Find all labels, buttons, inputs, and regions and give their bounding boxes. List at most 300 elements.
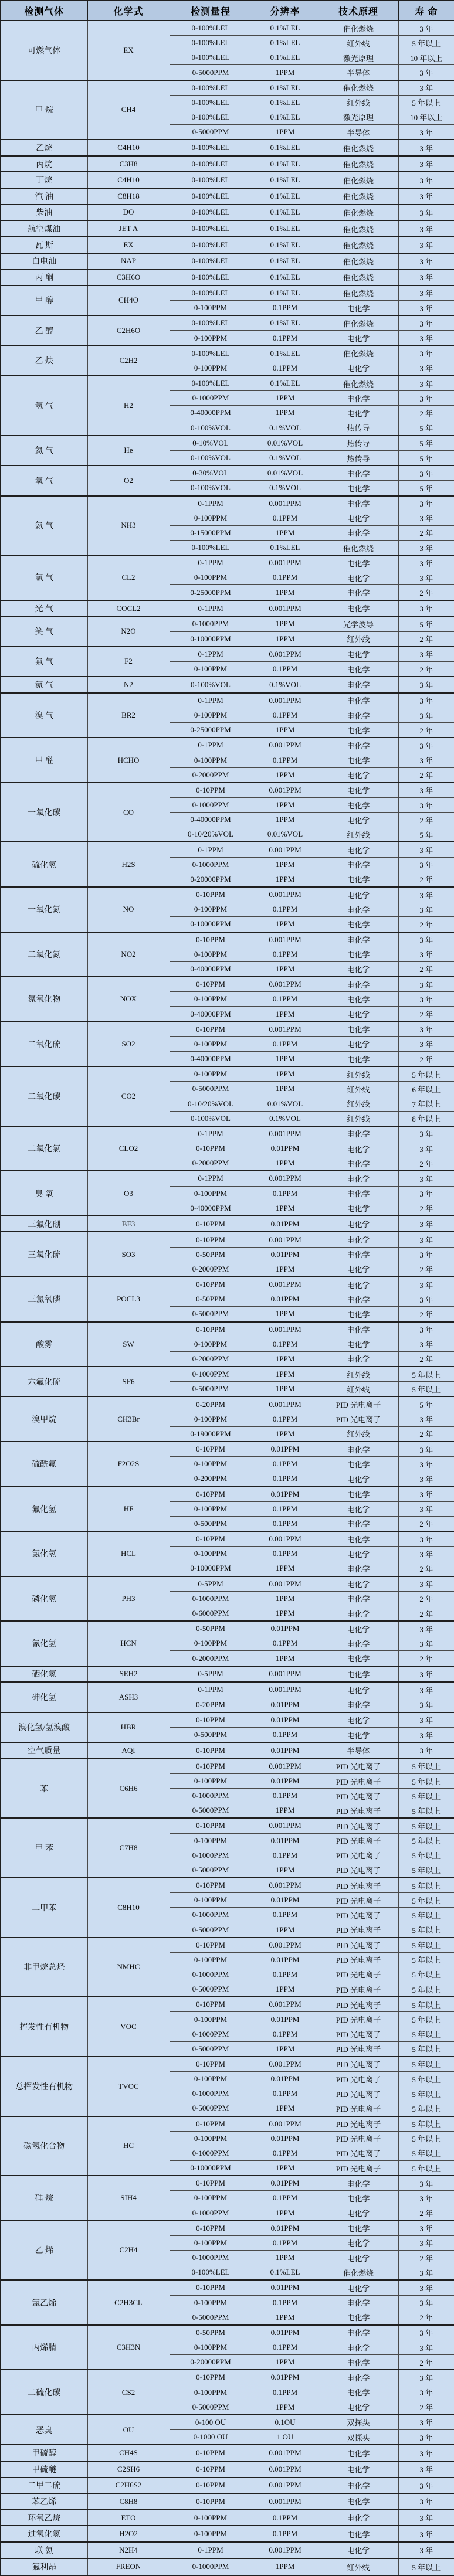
principle-cell: 电化学 [319,2526,398,2542]
table-row [1,1818,454,1833]
resolution-cell: 0.01PPM [252,2280,319,2295]
principle-cell: PID 光电离子 [319,1952,398,1967]
table-row [1,677,454,693]
principle-cell: 电化学 [319,600,398,617]
formula-cell: NO2 [87,932,170,977]
table-row [1,2370,454,2385]
gas-name-cell: 氢 气 [1,376,87,436]
resolution-cell: 1PPM [252,1863,319,1878]
range-cell: 0-1PPM [170,2542,252,2558]
range-cell: 0-1000PPM [170,2146,252,2160]
gas-name-cell: 空气质量 [1,1742,87,1759]
lifespan-cell: 3 年 [398,21,454,36]
lifespan-cell: 3 年 [398,315,454,331]
resolution-cell: 0.1PPM [252,1727,319,1742]
principle-cell: 红外线 [319,631,398,647]
table-row [1,286,454,301]
resolution-cell: 0.1%LEL [252,253,319,270]
formula-cell: F2 [87,647,170,677]
principle-cell: 电化学 [319,947,398,961]
table-row [1,253,454,270]
gas-name-cell: 乙 炔 [1,346,87,376]
table-row [1,1938,454,1953]
range-cell: 0-1000PPM [170,2558,252,2575]
resolution-cell: 0.1PPM [252,331,319,346]
range-cell: 0-40000PPM [170,1201,252,1216]
principle-cell: 电化学 [319,1126,398,1141]
lifespan-cell: 5 年以上 [398,36,454,50]
principle-cell: 电化学 [319,1651,398,1666]
table-row [1,1997,454,2012]
resolution-cell: 0.1%VOL [252,1111,319,1126]
resolution-cell: 1PPM [252,2205,319,2221]
resolution-cell: 0.1PPM [252,1636,319,1651]
lifespan-cell: 3 年 [398,465,454,481]
principle-cell: 电化学 [319,1547,398,1561]
lifespan-cell: 3 年 [398,540,454,555]
principle-cell: 电化学 [319,902,398,917]
range-cell: 0-100PPM [170,1412,252,1426]
resolution-cell: 1PPM [252,1007,319,1022]
gas-name-cell: 氰化氢 [1,1621,87,1666]
principle-cell: 红外线 [319,827,398,842]
gas-name-cell: 氦 气 [1,436,87,465]
range-cell: 0-5000PPM [170,2310,252,2325]
formula-cell: EX [87,237,170,253]
range-cell: 0-1000PPM [170,391,252,406]
range-cell: 0-100%LEL [170,253,252,270]
gas-name-cell: 挥发性有机物 [1,1997,87,2057]
table-row [1,2461,454,2478]
resolution-cell: 0.1PPM [252,1036,319,1051]
gas-name-cell: 总挥发性有机物 [1,2057,87,2116]
principle-cell: 红外线 [319,1066,398,1082]
lifespan-cell: 5 年以上 [398,1789,454,1803]
principle-cell: 热传导 [319,420,398,436]
range-cell: 0-100PPM [170,1773,252,1788]
gas-name-cell: 苯 [1,1759,87,1819]
resolution-cell: 0.001PPM [252,1171,319,1186]
formula-cell: C8H10 [87,1878,170,1938]
lifespan-cell: 3 年 [398,1621,454,1636]
range-cell: 0-1000PPM [170,798,252,813]
resolution-cell: 0.001PPM [252,693,319,708]
resolution-cell: 0.1PPM [252,992,319,1007]
range-cell: 0-2000PPM [170,1156,252,1171]
principle-cell: 激光原理 [319,110,398,124]
gas-name-cell: 过氧化氢 [1,2526,87,2542]
resolution-cell: 0.1%LEL [252,50,319,65]
principle-cell: 电化学 [319,1007,398,1022]
formula-cell: HF [87,1487,170,1532]
gas-name-cell: 氯乙烯 [1,2280,87,2325]
resolution-cell: 0.1PPM [252,1516,319,1531]
table-row [1,2325,454,2340]
principle-cell: 红外线 [319,1082,398,1096]
principle-cell: 催化燃烧 [319,80,398,96]
lifespan-cell: 3 年 [398,376,454,391]
gas-name-cell: 三氯氧磷 [1,1277,87,1322]
range-cell: 0-10PPM [170,2116,252,2132]
lifespan-cell: 2 年 [398,661,454,677]
lifespan-cell: 2 年 [398,1651,454,1666]
gas-name-cell: 甲 苯 [1,1818,87,1878]
range-cell: 0-40000PPM [170,1051,252,1066]
principle-cell: 电化学 [319,2176,398,2191]
range-cell: 0-10PPM [170,1818,252,1833]
table-row [1,738,454,753]
principle-cell: 催化燃烧 [319,253,398,270]
formula-cell: SW [87,1322,170,1367]
principle-cell: 电化学 [319,1337,398,1351]
lifespan-cell: 3 年 [398,902,454,917]
principle-cell: 电化学 [319,1307,398,1322]
resolution-cell: 0.1PPM [252,902,319,917]
principle-cell: 催化燃烧 [319,346,398,361]
range-cell: 0-1PPM [170,496,252,511]
range-cell: 0-100PPM [170,1547,252,1561]
table-row [1,2221,454,2236]
table-row [1,555,454,570]
formula-cell: CH4S [87,2445,170,2461]
lifespan-cell: 2 年 [398,631,454,647]
resolution-cell: 0.01PPM [252,1487,319,1502]
gas-name-cell: 柴油 [1,205,87,221]
formula-cell: F2O2S [87,1442,170,1487]
gas-name-cell: 三氟化硼 [1,1216,87,1232]
resolution-cell: 0.001PPM [252,1126,319,1141]
lifespan-cell: 10 年以上 [398,110,454,124]
lifespan-cell: 3 年 [398,2542,454,2558]
resolution-cell: 0.1PPM [252,753,319,767]
lifespan-cell: 2 年 [398,813,454,827]
range-cell: 0-100%LEL [170,80,252,96]
table-row [1,977,454,992]
table-row [1,156,454,172]
principle-cell: 红外线 [319,1111,398,1126]
resolution-cell: 0.1%LEL [252,315,319,331]
range-cell: 0-100%LEL [170,237,252,253]
range-cell: 0-100%LEL [170,21,252,36]
resolution-cell: 0.1%VOL [252,677,319,693]
gas-name-cell: 乙 醇 [1,315,87,345]
resolution-cell: 0.1PPM [252,708,319,723]
resolution-cell: 1PPM [252,1351,319,1367]
lifespan-cell: 3 年 [398,857,454,872]
formula-cell: HCHO [87,738,170,783]
lifespan-cell: 5 年以上 [398,1967,454,1982]
column-header-principle: 技术原理 [319,1,398,21]
resolution-cell: 0.1PPM [252,2191,319,2205]
range-cell: 0-100PPM [170,2235,252,2250]
range-cell: 0-2000PPM [170,767,252,783]
range-cell: 0-100%LEL [170,188,252,205]
principle-cell: PID 光电离子 [319,1967,398,1982]
lifespan-cell: 3 年 [398,140,454,156]
principle-cell: 电化学 [319,1591,398,1606]
resolution-cell: 0.001PPM [252,1682,319,1697]
principle-cell: 电化学 [319,932,398,947]
resolution-cell: 0.001PPM [252,1576,319,1592]
principle-cell: 电化学 [319,1501,398,1516]
column-header-lifespan: 寿 命 [398,1,454,21]
gas-name-cell: 氯 气 [1,555,87,600]
resolution-cell: 1PPM [252,767,319,783]
lifespan-cell: 5 年以上 [398,2146,454,2160]
range-cell: 0-1PPM [170,842,252,857]
principle-cell: 电化学 [319,1201,398,1216]
resolution-cell: 0.1PPM [252,1789,319,1803]
principle-cell: 红外线 [319,1426,398,1442]
principle-cell: 电化学 [319,2542,398,2558]
gas-name-cell: 氟利昂 [1,2558,87,2575]
range-cell: 0-5000PPM [170,125,252,140]
principle-cell: 电化学 [319,872,398,887]
resolution-cell: 0.1PPM [252,2086,319,2101]
principle-cell: 催化燃烧 [319,376,398,391]
formula-cell: AQI [87,1742,170,1759]
gas-name-cell: 臭 氧 [1,1171,87,1216]
principle-cell: 电化学 [319,391,398,406]
table-row [1,80,454,96]
resolution-cell: 0.1%LEL [252,346,319,361]
lifespan-cell: 5 年以上 [398,2027,454,2041]
range-cell: 0-5000PPM [170,2400,252,2415]
lifespan-cell: 3 年 [398,555,454,570]
resolution-cell: 0.001PPM [252,1878,319,1893]
formula-cell: SF6 [87,1367,170,1396]
resolution-cell: 0.001PPM [252,977,319,992]
range-cell: 0-10PPM [170,1232,252,1247]
lifespan-cell: 3 年 [398,1232,454,1247]
resolution-cell: 1PPM [252,2160,319,2176]
lifespan-cell: 3 年 [398,1666,454,1683]
lifespan-cell: 3 年 [398,2493,454,2510]
principle-cell: 催化燃烧 [319,540,398,555]
lifespan-cell: 3 年 [398,887,454,902]
range-cell: 0-100%LEL [170,269,252,286]
resolution-cell: 0.1PPM [252,1471,319,1487]
lifespan-cell: 5 年 [398,827,454,842]
lifespan-cell: 3 年 [398,1022,454,1037]
principle-cell: 电化学 [319,661,398,677]
resolution-cell: 0.01PPM [252,2012,319,2027]
principle-cell: 半导体 [319,125,398,140]
resolution-cell: 0.01%VOL [252,465,319,481]
resolution-cell: 1PPM [252,872,319,887]
gas-name-cell: 笑 气 [1,616,87,646]
principle-cell: 电化学 [319,2340,398,2355]
lifespan-cell: 3 年 [398,1277,454,1292]
lifespan-cell: 3 年 [398,253,454,270]
table-row [1,376,454,391]
principle-cell: PID 光电离子 [319,1908,398,1922]
range-cell: 0-1000PPM [170,1967,252,1982]
table-row [1,2558,454,2575]
table-row [1,2116,454,2132]
gas-name-cell: 一氧化碳 [1,783,87,842]
resolution-cell: 1PPM [252,2310,319,2325]
principle-cell: 电化学 [319,1262,398,1277]
resolution-cell: 0.1PPM [252,661,319,677]
range-cell: 0-10000PPM [170,917,252,932]
principle-cell: 催化燃烧 [319,140,398,156]
principle-cell: 电化学 [319,2370,398,2385]
formula-cell: C4H10 [87,140,170,156]
resolution-cell: 0.01PPM [252,1141,319,1156]
gas-name-cell: 二氧化氯 [1,1126,87,1171]
principle-cell: 电化学 [319,1487,398,1502]
resolution-cell: 1PPM [252,1382,319,1397]
lifespan-cell: 5 年以上 [398,1922,454,1938]
range-cell: 0-500PPM [170,1727,252,1742]
range-cell: 0-5000PPM [170,1082,252,1096]
gas-name-cell: 硫化氢 [1,842,87,887]
range-cell: 0-19000PPM [170,1426,252,1442]
lifespan-cell: 3 年 [398,677,454,693]
resolution-cell: 0.001PPM [252,496,319,511]
principle-cell: 电化学 [319,1621,398,1636]
range-cell: 0-10PPM [170,1997,252,2012]
formula-cell: H2 [87,376,170,436]
table-row [1,1277,454,1292]
principle-cell: 电化学 [319,857,398,872]
range-cell: 0-100PPM [170,708,252,723]
gas-name-cell: 航空煤油 [1,220,87,237]
lifespan-cell: 3 年 [398,1727,454,1742]
table-row [1,1682,454,1697]
gas-name-cell: 六氟化硫 [1,1367,87,1396]
formula-cell: H2S [87,842,170,887]
range-cell: 0-10PPM [170,1712,252,1728]
lifespan-cell: 2 年 [398,1351,454,1367]
principle-cell: 电化学 [319,2280,398,2295]
gas-name-cell: 丙烷 [1,156,87,172]
resolution-cell: 0.1%LEL [252,188,319,205]
lifespan-cell: 3 年 [398,1547,454,1561]
table-row [1,2176,454,2191]
range-cell: 0-100PPM [170,1337,252,1351]
lifespan-cell: 3 年 [398,2526,454,2542]
table-row [1,172,454,188]
principle-cell: 电化学 [319,677,398,693]
formula-cell: O2 [87,465,170,495]
principle-cell: 电化学 [319,300,398,315]
lifespan-cell: 5 年以上 [398,1066,454,1082]
formula-cell: C3H8 [87,156,170,172]
lifespan-cell: 2 年 [398,1561,454,1576]
lifespan-cell: 3 年 [398,286,454,301]
formula-cell: N2 [87,677,170,693]
resolution-cell: 1PPM [252,857,319,872]
lifespan-cell: 3 年 [398,269,454,286]
gas-name-cell: 酸雾 [1,1322,87,1367]
gas-name-cell: 甲硫醚 [1,2461,87,2478]
principle-cell: 电化学 [319,1576,398,1592]
principle-cell: 电化学 [319,2325,398,2340]
range-cell: 0-6000PPM [170,1606,252,1621]
range-cell: 0-10PPM [170,1487,252,1502]
range-cell: 0-5000PPM [170,2101,252,2116]
resolution-cell: 0.001PPM [252,887,319,902]
gas-name-cell: 氟化氢 [1,1487,87,1532]
principle-cell: 电化学 [319,1171,398,1186]
range-cell: 0-50PPM [170,2325,252,2340]
lifespan-cell: 3 年 [398,2461,454,2478]
table-row [1,2478,454,2494]
resolution-cell: 1PPM [252,1426,319,1442]
range-cell: 0-1PPM [170,1126,252,1141]
formula-cell: ASH3 [87,1682,170,1712]
range-cell: 0-10PPM [170,2057,252,2072]
range-cell: 0-100%VOL [170,1111,252,1126]
range-cell: 0-20000PPM [170,872,252,887]
range-cell: 0-10PPM [170,2221,252,2236]
resolution-cell: 0.01PPM [252,1216,319,1232]
resolution-cell: 0.001PPM [252,1232,319,1247]
formula-cell: H2O2 [87,2526,170,2542]
principle-cell: 电化学 [319,1156,398,1171]
formula-cell: EX [87,21,170,80]
resolution-cell: 0.001PPM [252,1277,319,1292]
principle-cell: 电化学 [319,2510,398,2526]
range-cell: 0-100PPM [170,2072,252,2086]
principle-cell: PID 光电离子 [319,1878,398,1893]
lifespan-cell: 3 年 [398,1712,454,1728]
gas-name-cell: 汽 油 [1,188,87,205]
lifespan-cell: 2 年 [398,723,454,738]
resolution-cell: 0.01PPM [252,1292,319,1307]
range-cell: 0-100%LEL [170,140,252,156]
range-cell: 0-100PPM [170,2340,252,2355]
table-row [1,220,454,237]
table-row [1,1126,454,1141]
principle-cell: 催化燃烧 [319,188,398,205]
principle-cell: 电化学 [319,1292,398,1307]
gas-name-cell: 环氧乙烷 [1,2510,87,2526]
resolution-cell: 0.1%LEL [252,237,319,253]
range-cell: 0-10PPM [170,1531,252,1547]
principle-cell: PID 光电离子 [319,1833,398,1848]
resolution-cell: 1PPM [252,1606,319,1621]
lifespan-cell: 3 年 [398,947,454,961]
lifespan-cell: 5 年以上 [398,2160,454,2176]
gas-name-cell: 乙 烯 [1,2221,87,2281]
resolution-cell: 0.1PPM [252,1337,319,1351]
range-cell: 0-100%LEL [170,172,252,188]
table-row [1,205,454,221]
lifespan-cell: 5 年以上 [398,2072,454,2086]
resolution-cell: 0.001PPM [252,932,319,947]
resolution-cell: 0.1%LEL [252,376,319,391]
principle-cell: 热传导 [319,436,398,451]
principle-cell: 电化学 [319,585,398,600]
resolution-cell: 0.001PPM [252,1022,319,1037]
lifespan-cell: 5 年以上 [398,1863,454,1878]
gas-name-cell: 丁烷 [1,172,87,188]
range-cell: 0-100PPM [170,1186,252,1201]
principle-cell: 电化学 [319,465,398,481]
lifespan-cell: 2 年 [398,1262,454,1277]
lifespan-cell: 2 年 [398,1156,454,1171]
table-row [1,647,454,662]
range-cell: 0-1PPM [170,1682,252,1697]
range-cell: 0-100%LEL [170,220,252,237]
formula-cell: CO2 [87,1066,170,1126]
range-cell: 0-100%VOL [170,420,252,436]
principle-cell: 电化学 [319,2250,398,2265]
range-cell: 0-1000PPM [170,1591,252,1606]
